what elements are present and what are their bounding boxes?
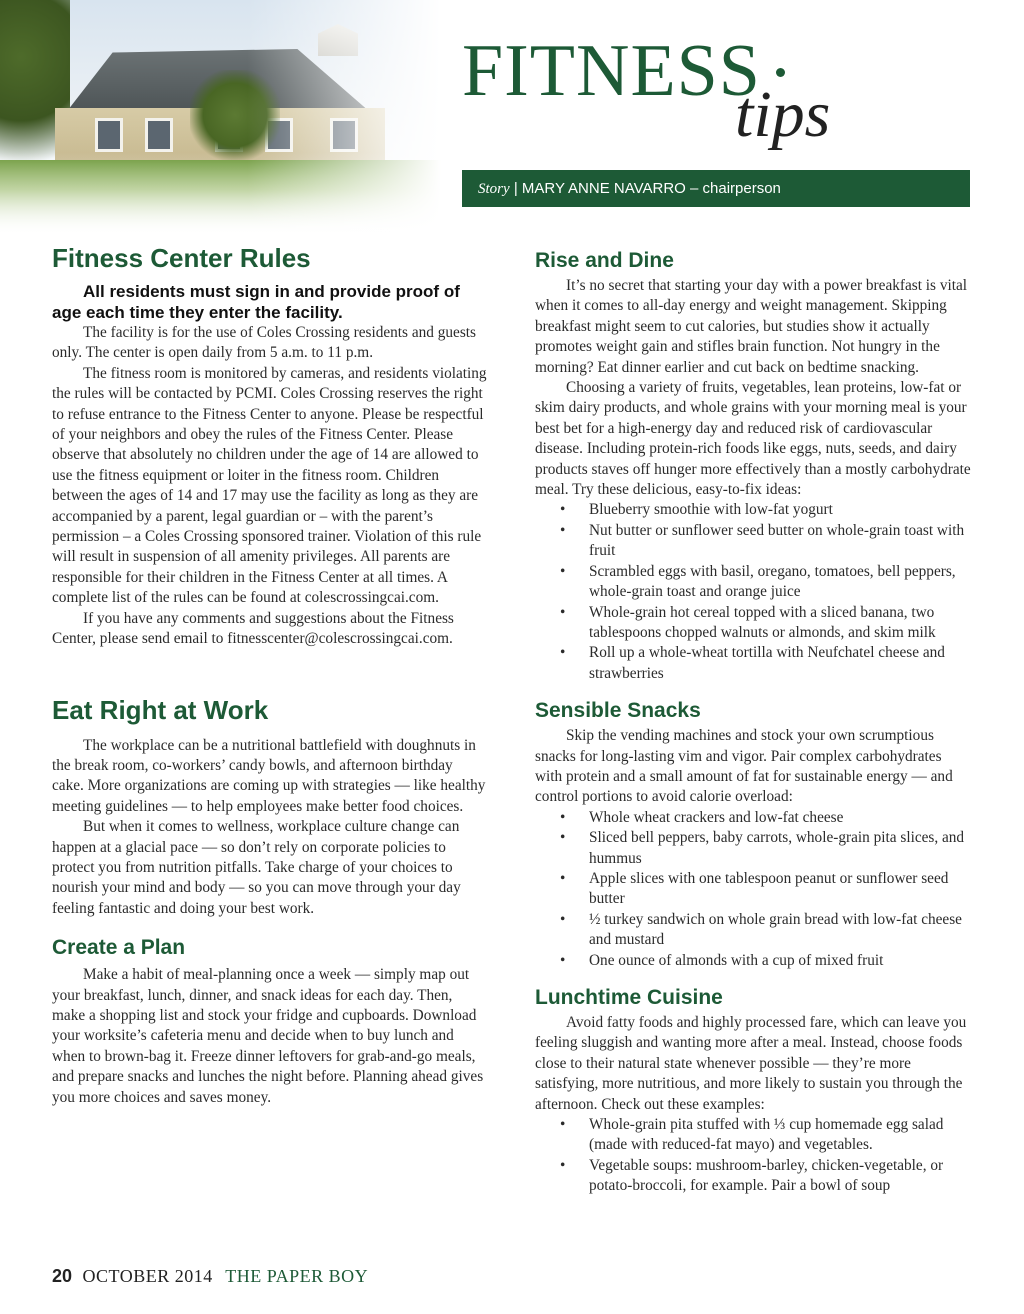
list-item xyxy=(535,521,972,562)
rules-paragraph: If you have any comments and suggestions about the Fitness Center, please send email to fitnesscenter@colescrossingcai.com. xyxy=(52,609,454,648)
issue-date: OCTOBER 2014 xyxy=(82,1266,213,1286)
rules-lead: All residents must sign in and provide proof of age each time they enter the facility. xyxy=(52,282,460,322)
right-column xyxy=(535,240,972,1197)
bullet: • xyxy=(560,644,566,662)
bullet: • xyxy=(560,1116,566,1134)
bullet: • xyxy=(560,869,566,887)
list-item xyxy=(535,562,972,603)
plan-heading: Create a Plan xyxy=(52,936,186,960)
list-item-text: One ounce of almonds with a cup of mixed fruit xyxy=(589,951,884,969)
section-subtitle: tips xyxy=(735,78,831,151)
list-item xyxy=(535,643,972,684)
snacks-heading: Sensible Snacks xyxy=(535,699,701,723)
snacks-paragraph: Skip the vending machines and stock your own scrumptious snacks for long-lasting vim and vigor. Pair complex carbohydrates with protein and a small amount of fat for sustainable energy — and control portions to avoid calorie overload: xyxy=(535,727,953,806)
story-label: Story xyxy=(478,181,510,197)
story-byline-bar xyxy=(462,170,970,207)
work-paragraph: But when it comes to wellness, workplace culture change can happen at a glacial pace — so don’t rely on corporate policies to protect you from nutrition pitfalls. Take charge of your choices to nourish your mind and body — so you can move through your day feeling fantastic and doing your best work. xyxy=(52,818,461,917)
rise-heading: Rise and Dine xyxy=(535,249,674,272)
header-photo-clubhouse xyxy=(0,0,450,235)
list-item xyxy=(535,869,972,910)
bullet: • xyxy=(560,562,566,580)
left-column xyxy=(52,240,488,1108)
story-byline: MARY ANNE NAVARRO – chairperson xyxy=(521,180,781,197)
list-item-text: Scrambled eggs with basil, oregano, tomatoes, bell peppers, whole-grain toast and orange juice xyxy=(589,562,956,601)
list-item-text: Whole wheat crackers and low-fat cheese xyxy=(589,808,844,826)
list-item-text: Apple slices with one tablespoon peanut or sunflower seed butter xyxy=(589,869,949,908)
bullet: • xyxy=(560,808,566,826)
list-item xyxy=(535,1156,972,1197)
rise-paragraph: It’s no secret that starting your day with a power breakfast is vital when it comes to all-day energy and weight management. Skipping breakfast might seem to cut calories, but studies show it actually promotes weight gain and stifles brain function. Not hungry in the morning? Eat dinner earlier and cut back on bedtime snacking. xyxy=(535,277,968,376)
section-title: FITNESS xyxy=(462,30,761,112)
lunch-list xyxy=(535,1115,972,1197)
bullet: • xyxy=(560,1156,566,1174)
list-item-text: ½ turkey sandwich on whole grain bread with low-fat cheese and mustard xyxy=(589,910,962,949)
rise-paragraph: Choosing a variety of fruits, vegetables, lean proteins, low-fat or skim dairy products, and whole grains with your morning meal is your best bet for a high-energy day and reduced risk of cardiovascular disease. Including protein-rich foods like eggs, nuts, seeds, and dairy products staves off hunger more effectively than a mostly carbohydrate meal. Try these delicious, easy-to-fix ideas: xyxy=(535,379,971,499)
list-item xyxy=(535,828,972,869)
rules-paragraph: The facility is for the use of Coles Crossing residents and guests only. The center is open daily from 5 a.m. to 11 p.m. xyxy=(52,324,476,362)
story-separator: | xyxy=(509,180,522,197)
list-item xyxy=(535,951,972,971)
list-item xyxy=(535,910,972,951)
plan-paragraph: Make a habit of meal-planning once a week — simply map out your breakfast, lunch, dinner, and snack ideas for each day. Then, make a shopping list and stock your fridge and cupboards. Download your worksite’s cafeteria menu and decide when to buy lunch and when to brown-bag it. Freeze dinner leftovers for grab-and-go meals, and prepare snacks and lunches the night before. Planning ahead gives you more choices and saves money. xyxy=(52,966,484,1106)
rules-paragraph: The fitness room is monitored by cameras, and residents violating the rules will be contacted by PCMI. Coles Crossing reserves the right to refuse entrance to the Fitness Center to anyone. Please be respectful of your neighbors and obey the rules of the Fitness Center. Please observe that absolutely no children under the age of 14 are allowed to use the fitness equipment or loiter in the fitness room. Children between the ages of 14 and 17 may use the facility as long as they are accompanied by a parent, legal guardian or – with the parent’s permission – a Coles Crossing sponsored trainer. Violation of this rule will result in suspension of all amenity privileges. All parents are responsible for their children in the Fitness Center at all times. A complete list of the rules can be found at colescrossingcai.com. xyxy=(52,364,487,607)
work-paragraph: The workplace can be a nutritional battlefield with doughnuts in the break room, co-workers’ candy bowls, and afternoon birthday cake. More organizations are coming up with strategies — like healthy meeting guidelines — to help employees make better food choices. xyxy=(52,736,486,815)
rules-heading: Fitness Center Rules xyxy=(52,243,311,273)
work-heading: Eat Right at Work xyxy=(52,694,269,725)
lunch-heading: Lunchtime Cuisine xyxy=(535,986,723,1009)
bullet: • xyxy=(560,829,566,847)
bullet: • xyxy=(560,910,566,928)
bullet: • xyxy=(560,501,566,519)
bullet: • xyxy=(560,603,566,621)
title-dot xyxy=(776,68,785,77)
list-item-text: Whole-grain pita stuffed with ⅓ cup homemade egg salad (made with reduced-fat mayo) and vegetables. xyxy=(589,1116,944,1154)
list-item-text: Nut butter or sunflower seed butter on whole-grain toast with fruit xyxy=(589,521,965,560)
rise-list xyxy=(535,500,972,684)
magazine-name: THE PAPER BOY xyxy=(225,1266,369,1286)
list-item xyxy=(535,808,972,828)
bullet: • xyxy=(560,521,566,539)
list-item-text: Blueberry smoothie with low-fat yogurt xyxy=(589,501,833,519)
list-item xyxy=(535,500,972,520)
list-item-text: Roll up a whole-wheat tortilla with Neufchatel cheese and strawberries xyxy=(589,644,945,682)
list-item-text: Sliced bell peppers, baby carrots, whole-grain pita slices, and hummus xyxy=(589,829,965,867)
list-item-text: Vegetable soups: mushroom-barley, chicken-vegetable, or potato-broccoli, for example. Pair a bowl of soup xyxy=(589,1156,944,1195)
list-item xyxy=(535,603,972,644)
list-item xyxy=(535,1115,972,1156)
bullet: • xyxy=(560,951,566,969)
snacks-list xyxy=(535,808,972,971)
page-number: 20 xyxy=(52,1266,73,1286)
lunch-paragraph: Avoid fatty foods and highly processed fare, which can leave you feeling sluggish and wanting more after a meal. Instead, choose foods close to their natural state whenever possible — they’re more satisfying, more nutritious, and more likely to sustain you through the afternoon. Check out these examples: xyxy=(535,1014,967,1113)
page-footer xyxy=(52,1266,368,1287)
list-item-text: Whole-grain hot cereal topped with a sliced banana, two tablespoons chopped walnuts or almonds, and skim milk xyxy=(589,603,936,641)
